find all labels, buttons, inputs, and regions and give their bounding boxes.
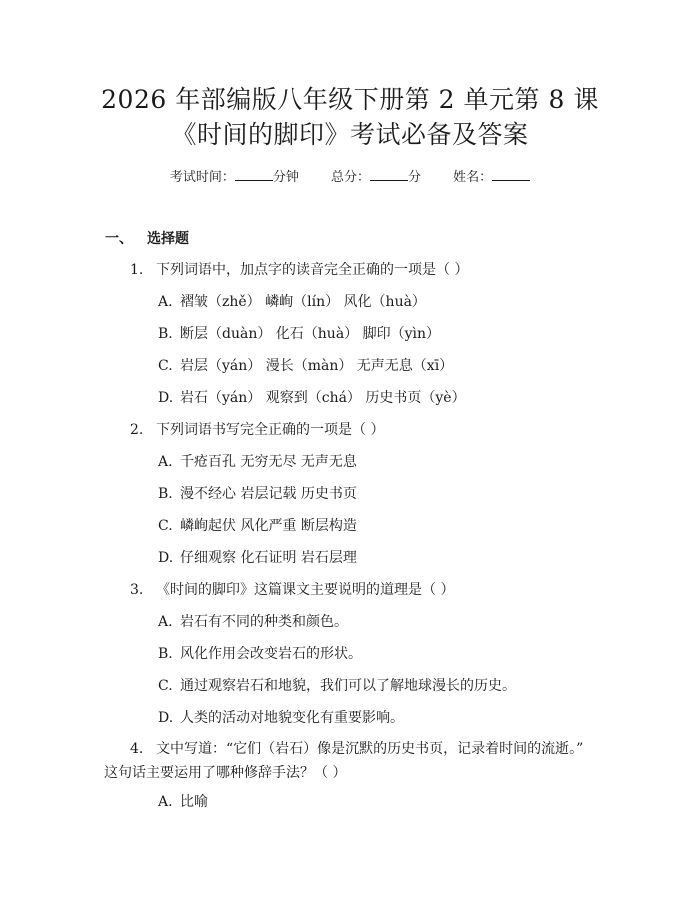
question-1-option-a bbox=[158, 292, 426, 312]
question-number: 4. bbox=[130, 741, 144, 757]
option-letter: C. bbox=[158, 678, 173, 694]
option-text: 褶皱（zhě） 嶙峋（lín） 风化（huà） bbox=[180, 294, 426, 310]
option-letter: B. bbox=[158, 326, 173, 342]
question-1-option-d bbox=[158, 388, 466, 408]
question-2-option-a bbox=[158, 452, 357, 472]
name-blank bbox=[492, 168, 530, 181]
question-text: 下列词语中，加点字的读音完全正确的一项是（ ） bbox=[156, 262, 469, 278]
page-title-line2: 《时间的脚印》考试必备及答案 bbox=[171, 120, 529, 149]
question-3-option-a bbox=[158, 612, 348, 632]
option-letter: A. bbox=[158, 614, 173, 630]
question-2-option-b bbox=[158, 484, 357, 504]
time-field bbox=[170, 168, 299, 187]
question-3-option-d bbox=[158, 708, 404, 728]
option-text: 人类的活动对地貌变化有重要影响。 bbox=[180, 710, 404, 726]
option-text: 比喻 bbox=[180, 794, 208, 810]
time-blank bbox=[235, 168, 273, 181]
time-unit: 分钟 bbox=[272, 170, 299, 185]
option-letter: D. bbox=[158, 710, 174, 726]
option-text: 岩层（yán） 漫长（màn） 无声无息（xī） bbox=[180, 358, 454, 374]
question-1 bbox=[130, 260, 650, 280]
question-number: 3. bbox=[130, 582, 144, 598]
option-letter: B. bbox=[158, 646, 173, 662]
question-text: 《时间的脚印》这篇课文主要说明的道理是（ ） bbox=[156, 582, 455, 598]
page-title-line1: 2026 年部编版八年级下册第 2 单元第 8 课 bbox=[101, 85, 599, 114]
question-3-option-c bbox=[158, 676, 516, 696]
question-2-option-d bbox=[158, 548, 357, 568]
option-text: 岩石（yán） 观察到（chá） 历史书页（yè） bbox=[180, 390, 466, 406]
question-number: 1. bbox=[130, 262, 144, 278]
question-4-option-a bbox=[158, 792, 208, 812]
name-label: 姓名： bbox=[453, 170, 493, 185]
option-text: 风化作用会改变岩石的形状。 bbox=[180, 646, 362, 662]
option-letter: D. bbox=[158, 550, 174, 566]
question-text-line1: 文中写道：“它们（岩石）像是沉默的历史书页，记录着时间的流逝。” bbox=[156, 741, 584, 757]
score-field bbox=[331, 168, 421, 187]
option-text: 断层（duàn） 化石（huà） 脚印（yìn） bbox=[180, 326, 441, 342]
question-2 bbox=[130, 420, 650, 440]
question-1-option-b bbox=[158, 324, 440, 344]
option-text: 仔细观察 化石证明 岩石层理 bbox=[180, 550, 357, 566]
option-letter: B. bbox=[158, 486, 173, 502]
question-3 bbox=[130, 580, 650, 600]
option-letter: D. bbox=[158, 390, 174, 406]
option-text: 漫不经心 岩层记载 历史书页 bbox=[180, 486, 357, 502]
option-text: 嶙峋起伏 风化严重 断层构造 bbox=[180, 518, 357, 534]
question-1-option-c bbox=[158, 356, 453, 376]
score-blank bbox=[370, 168, 408, 181]
time-label: 考试时间： bbox=[169, 170, 235, 185]
question-text-line2: 这句话主要运用了哪种修辞手法？（ ） bbox=[104, 765, 347, 781]
question-3-option-b bbox=[158, 644, 362, 664]
section-number: 一、 bbox=[105, 231, 133, 247]
option-letter: A. bbox=[158, 294, 173, 310]
score-label: 总分： bbox=[330, 170, 370, 185]
score-unit: 分 bbox=[408, 170, 422, 185]
question-number: 2. bbox=[130, 422, 144, 438]
question-2-option-c bbox=[158, 516, 357, 536]
section-heading bbox=[105, 230, 189, 248]
option-letter: C. bbox=[158, 518, 173, 534]
section-title: 选择题 bbox=[147, 231, 189, 247]
option-letter: A. bbox=[158, 454, 173, 470]
question-text: 下列词语书写完全正确的一项是（ ） bbox=[156, 422, 385, 438]
option-letter: A. bbox=[158, 794, 173, 810]
option-text: 通过观察岩石和地貌，我们可以了解地球漫长的历史。 bbox=[180, 678, 516, 694]
option-letter: C. bbox=[158, 358, 173, 374]
option-text: 岩石有不同的种类和颜色。 bbox=[180, 614, 348, 630]
question-4 bbox=[104, 737, 624, 785]
name-field bbox=[453, 168, 530, 187]
option-text: 千疮百孔 无穷无尽 无声无息 bbox=[180, 454, 357, 470]
exam-info-line bbox=[0, 168, 700, 187]
